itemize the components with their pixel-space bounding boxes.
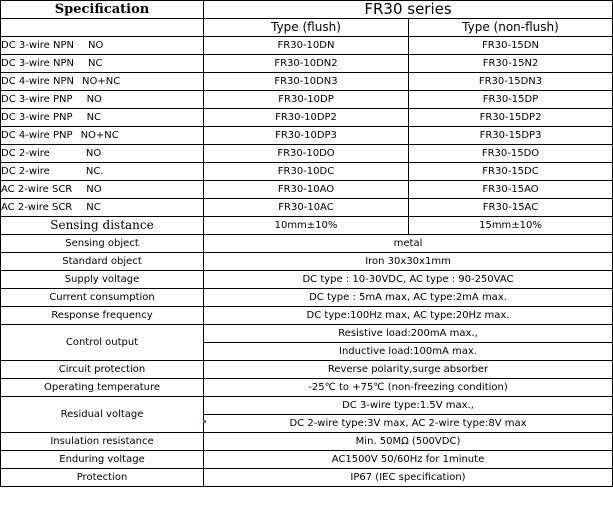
- spec-value: DC type:100Hz max, AC type:20Hz max.: [204, 307, 613, 325]
- sensing-distance-flush: 10mm±10%: [204, 217, 409, 235]
- model-nonflush: FR30-15DN3: [409, 73, 613, 91]
- type-header-row: [1, 19, 613, 37]
- model-description: AC 2-wire SCR NO: [1, 181, 204, 199]
- series-title: FR30 series: [204, 1, 613, 19]
- spec-row: [1, 397, 613, 415]
- model-description: DC 4-wire PNP NO+NC: [1, 127, 204, 145]
- model-flush: FR30-10AO: [204, 181, 409, 199]
- table-header-row: [1, 1, 613, 19]
- model-row: [1, 109, 613, 127]
- spec-label: Enduring voltage: [1, 451, 204, 469]
- spec-value: DC 3-wire type:1.5V max.,: [204, 397, 613, 415]
- spec-row: [1, 469, 613, 487]
- model-nonflush: FR30-15DP: [409, 91, 613, 109]
- type-nonflush-heading: Type (non-flush): [409, 19, 613, 37]
- spec-value: metal: [204, 235, 613, 253]
- spec-value: Min. 50MΩ (500VDC): [204, 433, 613, 451]
- model-flush: FR30-10DN: [204, 37, 409, 55]
- cell-marker: [203, 420, 206, 423]
- model-description: DC 2-wire NO: [1, 145, 204, 163]
- model-row: [1, 145, 613, 163]
- spec-value: DC 2-wire type:3V max, AC 2-wire type:8V max: [204, 415, 613, 433]
- model-flush: FR30-10DC: [204, 163, 409, 181]
- type-flush-heading: Type (flush): [204, 19, 409, 37]
- spec-value: AC1500V 50/60Hz for 1minute: [204, 451, 613, 469]
- spec-label: Operating temperature: [1, 379, 204, 397]
- model-nonflush: FR30-15N2: [409, 55, 613, 73]
- model-flush: FR30-10DP: [204, 91, 409, 109]
- model-row: [1, 181, 613, 199]
- model-description: DC 4-wire NPN NO+NC: [1, 73, 204, 91]
- model-row: [1, 199, 613, 217]
- model-row: [1, 163, 613, 181]
- spec-row: [1, 433, 613, 451]
- model-nonflush: FR30-15DN: [409, 37, 613, 55]
- spec-row: [1, 253, 613, 271]
- model-nonflush: FR30-15DP2: [409, 109, 613, 127]
- spec-row: [1, 361, 613, 379]
- model-flush: FR30-10AC: [204, 199, 409, 217]
- spec-label: Current consumption: [1, 289, 204, 307]
- model-row: [1, 55, 613, 73]
- model-description: AC 2-wire SCR NC: [1, 199, 204, 217]
- spec-label: Residual voltage: [1, 397, 204, 433]
- spec-row: [1, 307, 613, 325]
- spec-value: Inductive load:100mA max.: [204, 343, 613, 361]
- spec-value: Iron 30x30x1mm: [204, 253, 613, 271]
- type-header-blank: [1, 19, 204, 37]
- spec-value: Reverse polarity,surge absorber: [204, 361, 613, 379]
- model-description: DC 2-wire NC.: [1, 163, 204, 181]
- model-description: DC 3-wire NPN NC: [1, 55, 204, 73]
- spec-label: Supply voltage: [1, 271, 204, 289]
- specification-heading: Specification: [1, 1, 204, 19]
- spec-label: Protection: [1, 469, 204, 487]
- spec-label: Standard object: [1, 253, 204, 271]
- model-description: DC 3-wire PNP NC: [1, 109, 204, 127]
- model-flush: FR30-10DN3: [204, 73, 409, 91]
- spec-value: DC type : 10-30VDC, AC type : 90-250VAC: [204, 271, 613, 289]
- model-row: [1, 127, 613, 145]
- model-row: [1, 73, 613, 91]
- spec-row: [1, 271, 613, 289]
- spec-value: DC type : 5mA max, AC type:2mA max.: [204, 289, 613, 307]
- spec-label: Sensing object: [1, 235, 204, 253]
- model-flush: FR30-10DN2: [204, 55, 409, 73]
- model-nonflush: FR30-15DO: [409, 145, 613, 163]
- model-description: DC 3-wire PNP NO: [1, 91, 204, 109]
- spec-row: [1, 325, 613, 343]
- model-description: DC 3-wire NPN NO: [1, 37, 204, 55]
- model-flush: FR30-10DP3: [204, 127, 409, 145]
- spec-row: [1, 289, 613, 307]
- spec-value: IP67 (IEC specification): [204, 469, 613, 487]
- model-nonflush: FR30-15DP3: [409, 127, 613, 145]
- sensing-distance-row: [1, 217, 613, 235]
- model-flush: FR30-10DO: [204, 145, 409, 163]
- spec-label: Circuit protection: [1, 361, 204, 379]
- spec-row: [1, 235, 613, 253]
- model-row: [1, 37, 613, 55]
- spec-row: [1, 451, 613, 469]
- model-nonflush: FR30-15DC: [409, 163, 613, 181]
- sensing-distance-nonflush: 15mm±10%: [409, 217, 613, 235]
- spec-row: [1, 379, 613, 397]
- spec-label: Insulation resistance: [1, 433, 204, 451]
- model-flush: FR30-10DP2: [204, 109, 409, 127]
- spec-label: Response frequency: [1, 307, 204, 325]
- spec-label: Control output: [1, 325, 204, 361]
- spec-value: Resistive load:200mA max.,: [204, 325, 613, 343]
- sensing-distance-label: Sensing distance: [1, 217, 204, 235]
- model-nonflush: FR30-15AO: [409, 181, 613, 199]
- model-row: [1, 91, 613, 109]
- spec-value: -25℃ to +75℃ (non-freezing condition): [204, 379, 613, 397]
- model-nonflush: FR30-15AC: [409, 199, 613, 217]
